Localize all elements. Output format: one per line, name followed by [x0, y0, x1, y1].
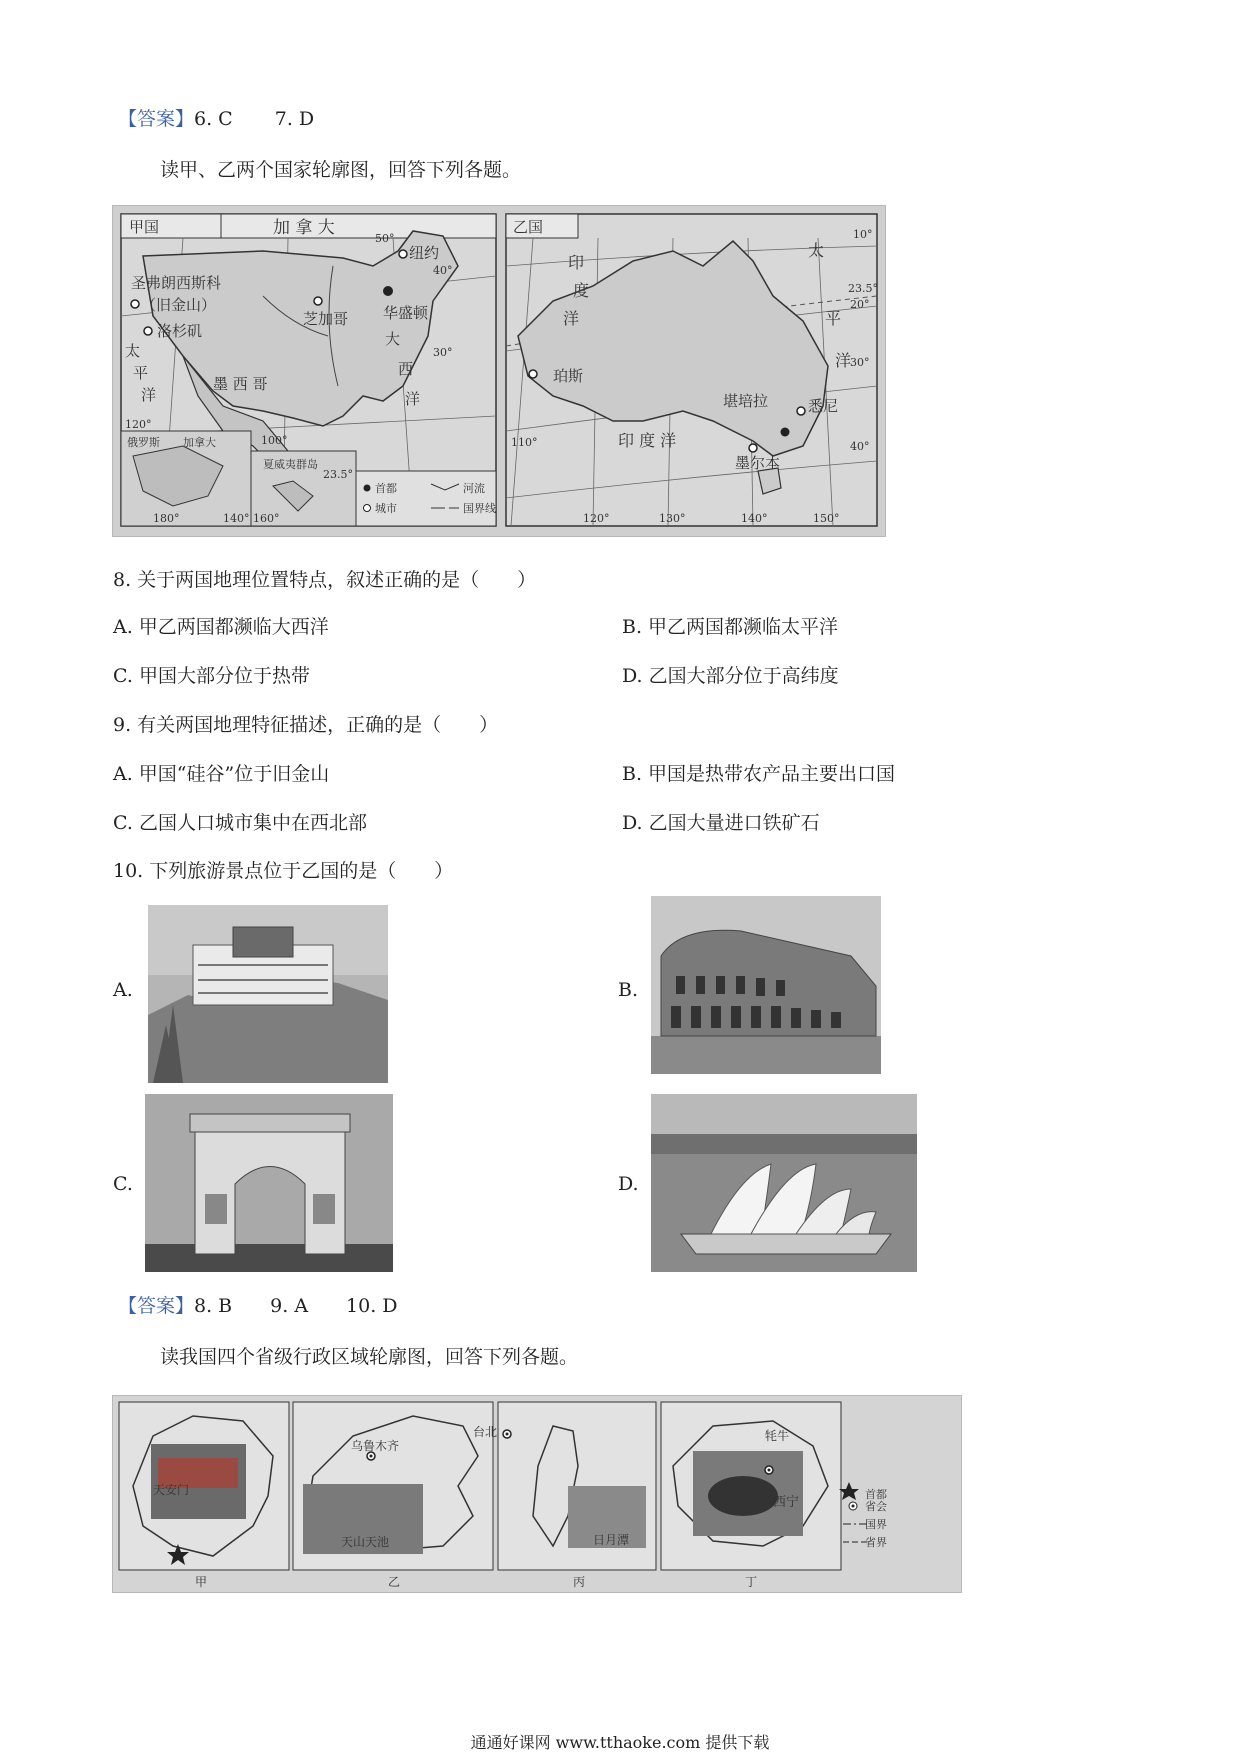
answer-line-2: [118, 1294, 398, 1318]
usa-lat30: 30°: [433, 346, 453, 359]
usa-pacific-2: 平: [133, 364, 149, 382]
answer-tag: 【答案】: [118, 1295, 195, 1317]
q9-option-b: B. 甲国是热带农产品主要出口国: [622, 763, 896, 785]
usa-pacific-3: 洋: [141, 386, 157, 404]
usa-lon100: 100°: [261, 434, 288, 447]
photo-potala-palace: [148, 905, 388, 1083]
atlantic-1: 大: [385, 330, 401, 348]
usa-lon180: 180°: [153, 512, 180, 525]
aus-lat10: 10°: [853, 228, 873, 241]
usa-lon140: 140°: [223, 512, 250, 525]
usa-pacific-1: 太: [125, 342, 141, 360]
sf-alt-label: （旧金山）: [141, 296, 217, 314]
aus-lat40: 40°: [850, 440, 870, 453]
canada-small-label: 加拿大: [183, 436, 216, 449]
q8-option-a: A. 甲乙两国都濒临大西洋: [113, 616, 329, 638]
legend-capital: 首都: [865, 1488, 887, 1501]
q9-option-c: C. 乙国人口城市集中在西北部: [113, 812, 367, 834]
aus-lon110: 110°: [511, 436, 538, 449]
usa-lon160: 160°: [253, 512, 280, 525]
q10-letter-d: D.: [618, 1173, 639, 1195]
map-figure-provinces: [112, 1395, 962, 1593]
caption-bing: 丙: [573, 1575, 586, 1589]
caption-yi: 乙: [388, 1575, 401, 1589]
q9-option-a: A. 甲国“硅谷”位于旧金山: [113, 763, 330, 785]
ny-label: 纽约: [409, 244, 440, 262]
hawaii-label: 夏威夷群岛: [263, 458, 318, 471]
tianchi-label: 天山天池: [341, 1535, 390, 1549]
legend-provcap: 省会: [865, 1500, 887, 1513]
sf-label: 圣弗朗西斯科: [131, 274, 222, 292]
map-usa: [121, 214, 496, 526]
answer-item: 8. B: [194, 1295, 233, 1317]
legend-provborder: 省界: [865, 1536, 887, 1549]
aus-indian-v-3: 洋: [563, 309, 580, 328]
sydney-label: 悉尼: [808, 397, 839, 415]
usa-lat50: 50°: [375, 232, 395, 245]
q9-stem: 9. 有关两国地理特征描述，正确的是（ ）: [113, 714, 499, 736]
photo-colosseum: [651, 896, 881, 1074]
q10-stem: 10. 下列旅游景点位于乙国的是（ ）: [113, 860, 454, 882]
canada-label: 加 拿 大: [273, 218, 335, 238]
aus-indian-h: 印 度 洋: [618, 431, 677, 450]
canberra-label: 堪培拉: [723, 392, 769, 410]
aus-lat30: 30°: [850, 356, 870, 369]
atlantic-3: 洋: [405, 390, 421, 408]
answer-item: 6. C: [194, 108, 233, 130]
q8-stem: 8. 关于两国地理位置特点，叙述正确的是（ ）: [113, 569, 537, 591]
aus-lat23: 23.5°: [848, 282, 878, 295]
aus-indian-v-2: 度: [573, 281, 590, 300]
taipei-label: 台北: [473, 1425, 498, 1439]
usa-panel-title: 甲国: [129, 218, 160, 236]
sunmoon-label: 日月潭: [593, 1533, 630, 1547]
russia-label: 俄罗斯: [127, 436, 160, 449]
caption-jia: 甲: [195, 1575, 208, 1589]
answer-tag: 【答案】: [118, 108, 195, 130]
photo-sydney-opera-house: [651, 1094, 917, 1272]
yak-label: 牦牛: [765, 1429, 790, 1443]
aus-lon130: 130°: [659, 512, 686, 525]
xining-label: 西宁: [773, 1495, 800, 1510]
aus-pacific-2: 平: [825, 309, 842, 328]
chicago-label: 芝加哥: [303, 310, 349, 328]
answer-line-1: [118, 107, 314, 131]
intro-text-2: 读我国四个省级行政区域轮廓图，回答下列各题。: [160, 1346, 579, 1368]
usa-lat23: 23.5°: [323, 468, 353, 481]
legend-capital: 首都: [375, 482, 397, 495]
aus-lat20: 20°: [850, 298, 870, 311]
answer-item: 10. D: [346, 1295, 398, 1317]
q8-option-b: B. 甲乙两国都濒临太平洋: [622, 616, 839, 638]
page-footer: 通通好课网 www.tthaoke.com 提供下载: [470, 1733, 770, 1752]
urumqi-label: 乌鲁木齐: [351, 1439, 400, 1453]
intro-text-1: 读甲、乙两个国家轮廓图，回答下列各题。: [160, 159, 522, 181]
atlantic-2: 西: [398, 360, 414, 378]
tiananmen-label: 天安门: [153, 1483, 190, 1497]
q8-option-c: C. 甲国大部分位于热带: [113, 665, 310, 687]
melbourne-label: 墨尔本: [735, 454, 781, 472]
dc-label: 华盛顿: [383, 304, 429, 322]
usa-lon120: 120°: [125, 418, 152, 431]
legend-city: 城市: [375, 502, 397, 515]
legend-river: 河流: [463, 482, 485, 495]
answer-item: 9. A: [270, 1295, 309, 1317]
map-figure-usa-australia: [112, 205, 886, 537]
q10-letter-c: C.: [113, 1173, 133, 1195]
q10-letter-a: A.: [113, 979, 133, 1001]
caption-ding: 丁: [745, 1575, 758, 1589]
aus-pacific-1: 太: [808, 241, 825, 260]
q9-option-d: D. 乙国大量进口铁矿石: [622, 812, 820, 834]
perth-label: 珀斯: [553, 367, 584, 385]
aus-indian-v-1: 印: [568, 253, 585, 272]
aus-pacific-3: 洋: [835, 351, 852, 370]
q10-letter-b: B.: [618, 979, 639, 1001]
usa-lat40: 40°: [433, 264, 453, 277]
answer-item: 7. D: [274, 108, 315, 130]
mexico-label: 墨 西 哥: [213, 375, 268, 393]
la-label: 洛杉矶: [157, 322, 203, 340]
legend-border: 国界: [865, 1518, 887, 1531]
photo-arc-de-triomphe: [145, 1094, 393, 1272]
aus-panel-title: 乙国: [513, 218, 544, 236]
aus-lon120: 120°: [583, 512, 610, 525]
aus-lon140: 140°: [741, 512, 768, 525]
q8-option-d: D. 乙国大部分位于高纬度: [622, 665, 839, 687]
legend-border: 国界线: [463, 502, 496, 515]
aus-lon150: 150°: [813, 512, 840, 525]
